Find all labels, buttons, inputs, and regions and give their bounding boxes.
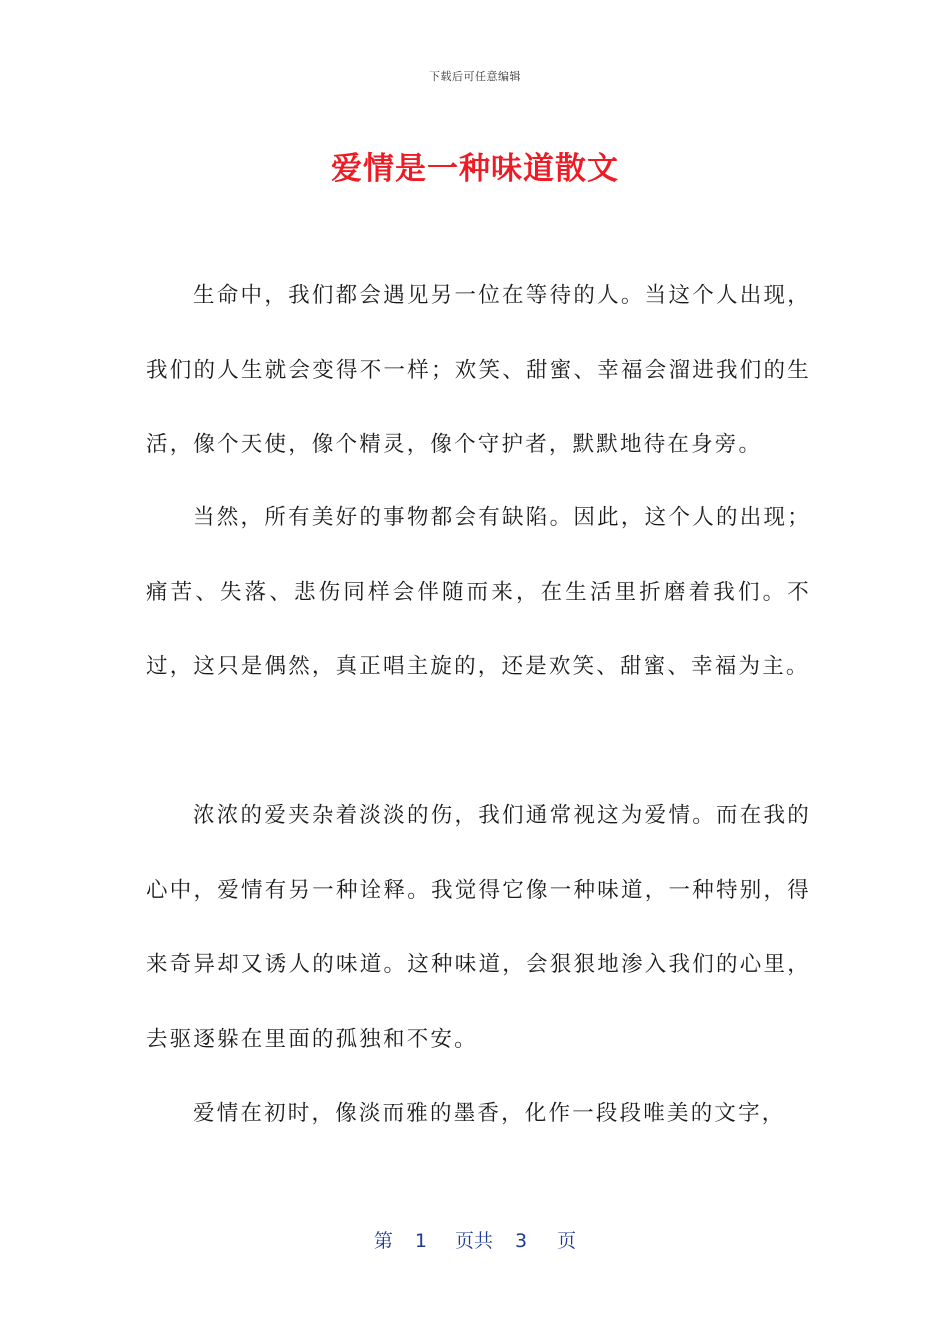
paragraph-2: 当然，所有美好的事物都会有缺陷。因此，这个人的出现；痛苦、失落、悲伤同样会伴随而来，在生活里折磨着我们。不过，这只是偶然，真正唱主旋的，还是欢笑、甜蜜、幸福为主。 — [146, 505, 811, 679]
paragraph-4: 爱情在初时，像淡而雅的墨香，化作一段段唯美的文字， — [193, 1101, 786, 1126]
page-footer — [0, 1226, 950, 1253]
footer-prefix: 第 — [373, 1230, 393, 1252]
paragraph-1: 生命中，我们都会遇见另一位在等待的人。当这个人出现，我们的人生就会变得不一样；欢笑、甜蜜、幸福会溜进我们的生活，像个天使，像个精灵，像个守护者，默默地待在身旁。 — [146, 283, 811, 457]
footer-middle: 页共 — [454, 1230, 493, 1252]
footer-suffix: 页 — [557, 1230, 577, 1252]
current-page-number: 1 — [414, 1230, 427, 1252]
paragraph-3: 浓浓的爱夹杂着淡淡的伤，我们通常视这为爱情。而在我的心中，爱情有另一种诠释。我觉得它像一种味道，一种特别，得来奇异却又诱人的味道。这种味道，会狠狠地渗入我们的心里，去驱逐躲在里面的孤独和不安。 — [146, 803, 811, 1052]
document-title: 爱情是一种味道散文 — [331, 151, 619, 187]
header-note: 下载后可任意编辑 — [429, 70, 521, 83]
total-pages-number: 3 — [515, 1230, 528, 1252]
